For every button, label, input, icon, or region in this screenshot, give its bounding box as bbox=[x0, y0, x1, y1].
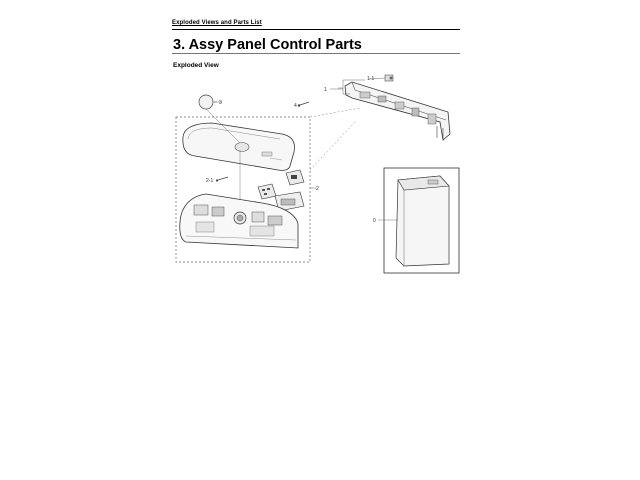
pcb-board-part bbox=[258, 184, 276, 199]
breadcrumb: Exploded Views and Parts List bbox=[172, 20, 262, 26]
projection-line bbox=[310, 122, 355, 170]
display-board-part bbox=[286, 170, 304, 185]
projection-line bbox=[310, 108, 360, 117]
callout-2-1: 2-1 bbox=[206, 178, 214, 184]
callout-3: 3 bbox=[219, 100, 222, 106]
screw-part bbox=[216, 177, 228, 182]
washer-cabinet-part bbox=[378, 176, 449, 266]
section-title: 3. Assy Panel Control Parts bbox=[173, 37, 362, 53]
control-panel-cover-part bbox=[183, 123, 295, 170]
callout-1: 1 bbox=[324, 87, 327, 93]
callout-0: 0 bbox=[373, 218, 376, 224]
screw-part bbox=[298, 102, 309, 107]
callout-1-1: 1-1 bbox=[367, 76, 375, 82]
exploded-view-heading: Exploded View bbox=[173, 62, 219, 69]
callout-2: 2 bbox=[316, 186, 319, 192]
control-panel-rear-part bbox=[338, 75, 450, 140]
callout-4: 4 bbox=[294, 103, 297, 109]
